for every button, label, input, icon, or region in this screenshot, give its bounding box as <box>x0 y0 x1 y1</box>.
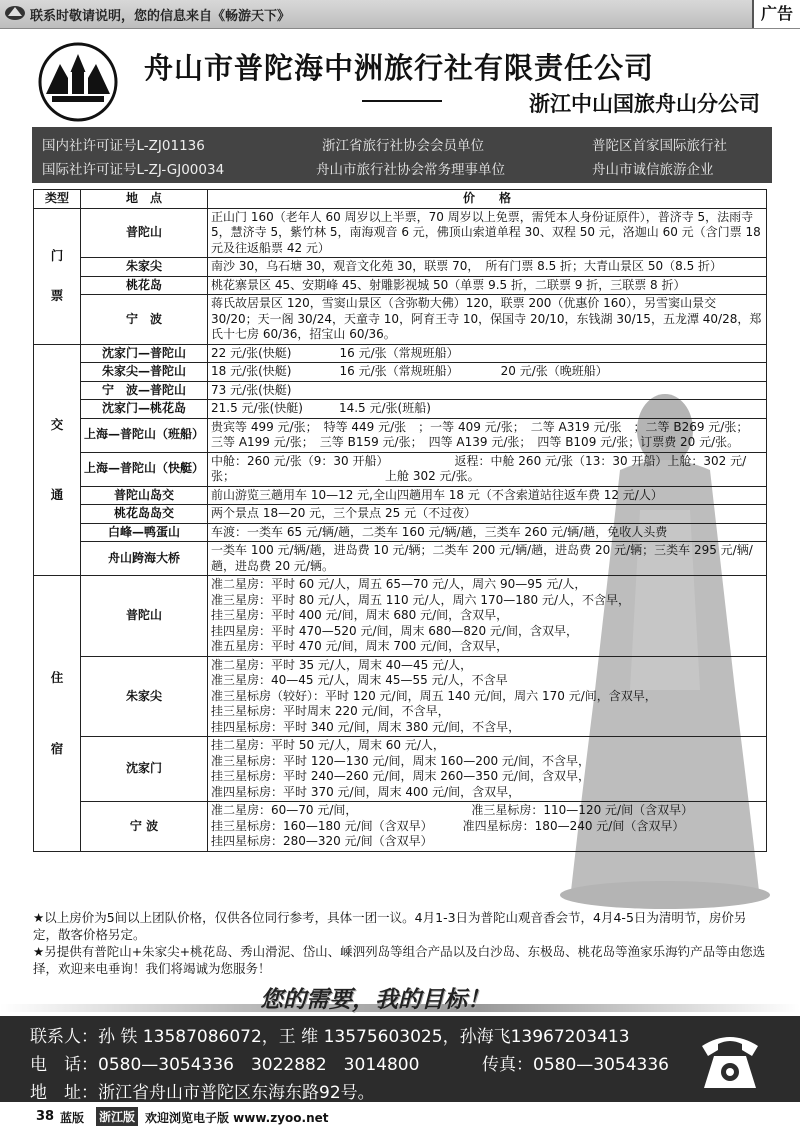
table-row <box>34 576 767 657</box>
price-cell: 前山游览三趟用车 10—12 元,全山四趟用车 18 元（不含索道站往返车费 12 元/人） <box>208 486 767 505</box>
table-row <box>34 344 767 363</box>
region-badge: 浙江版 <box>96 1107 138 1126</box>
table-row <box>34 656 767 737</box>
price-cell: 中舱：260 元/张（9：30 开船） 返程：中舱 260 元/张（13：30 开船）上舱：302 元/张； 上舱 302 元/张。 <box>208 452 767 486</box>
price-cell: 蒋氏故居景区 120，雪窦山景区（含弥勒大佛）120，联票 200（优惠价 160），另雪窦山景交 30/20；天一阁 30/24，天童寺 10，阿育王寺 10，保国寺 20/10，东钱湖 30/15，五龙潭 40/28，郑氏十七房 60/36，招宝山 60/36。 <box>208 295 767 345</box>
location-cell: 宁 波—普陀山 <box>81 381 208 400</box>
price-line: 准二星房：平时 35 元/人，周末 40—45 元/人， <box>211 657 473 672</box>
price-cell: 正山门 160（老年人 60 周岁以上半票，70 周岁以上免票，需凭本人身份证原件），普济寺 5，法雨寺 5，慧济寺 5，紫竹林 5，南海观音 6 元，佛顶山索道单程 30、双程 50 元，洛迦山 60 元（含门票 18 元及往返船票 42 元） <box>208 208 767 258</box>
price-line: 挂四星标房：平时 340 元/间，周末 380 元/间，不含早， <box>211 719 521 734</box>
price-line: 准五星房：平时 470 元/间，周末 700 元/间，含双早， <box>211 639 509 653</box>
license-item: 国内社许可证号L-ZJ01136 <box>42 138 205 154</box>
type-char: 票 <box>50 287 64 303</box>
table-row <box>34 363 767 382</box>
location-cell: 朱家尖—普陀山 <box>81 363 208 382</box>
company-subtitle: 浙江中山国旅舟山分公司 <box>529 92 760 116</box>
type-char: 通 <box>50 487 64 502</box>
type-tickets <box>34 208 81 344</box>
location-cell: 舟山跨海大桥 <box>81 542 208 576</box>
location-cell: 普陀山 <box>81 576 208 657</box>
license-bar <box>32 127 772 183</box>
price-cell: 73 元/张(快艇) <box>208 381 767 400</box>
price-cell <box>208 737 767 802</box>
location-cell: 宁 波 <box>81 295 208 345</box>
contact-phone: 电 话：0580—3054336 3022882 3014800 <box>30 1055 420 1075</box>
price-cell: 贵宾等 499 元/张； 特等 449 元/张 ；一等 409 元/张； 二等 A319 元/张 ；二等 B269 元/张； 三等 A199 元/张； 三等 B159 元/张； 四等 A139 元/张； 四等 B109 元/张；订票费 20 元/张。 <box>208 418 767 452</box>
notes <box>33 909 769 977</box>
price-cell: 两个景点 18—20 元，三个景点 25 元（不过夜） <box>208 505 767 524</box>
price-cell <box>208 656 767 737</box>
location-cell: 上海—普陀山（班船） <box>81 418 208 452</box>
price-line: 准三星标房：平时 120—130 元/间，周末 160—200 元/间，不含早， <box>211 753 590 768</box>
table-row <box>34 276 767 295</box>
price-line: 准二星房：60—70 元/间， 准三星标房：110—120 元/间（含双早） <box>211 803 694 817</box>
contact-people: 联系人：孙 铁 13587086072，王 维 13575603025，孙海飞13967203413 <box>30 1027 630 1047</box>
price-table <box>33 189 767 852</box>
type-char: 门 <box>50 248 64 264</box>
location-cell: 上海—普陀山（快艇） <box>81 452 208 486</box>
note-item: ★以上房价为5间以上团队价格，仅供各位同行参考，具体一团一议。4月1-3日为普陀山观音香会节，4月4-5日为清明节，房价另定，散客价格另定。 <box>33 910 747 942</box>
price-cell: 21.5 元/张(快艇) 14.5 元/张(班船) <box>208 400 767 419</box>
table-row <box>34 486 767 505</box>
license-item: 浙江省旅行社协会会员单位 <box>322 138 484 154</box>
contact-address: 地 址：浙江省舟山市普陀区东海东路92号。 <box>30 1083 375 1103</box>
table-row <box>34 737 767 802</box>
col-price: 价 格 <box>208 190 767 209</box>
location-cell: 普陀山岛交 <box>81 486 208 505</box>
page-number: 38 <box>36 1109 55 1124</box>
table-row <box>34 381 767 400</box>
price-cell: 18 元/张(快艇) 16 元/张（常规班船） 20 元/张（晚班船） <box>208 363 767 382</box>
price-line: 准四星标房：平时 370 元/间，周末 400 元/间，含双早， <box>211 784 521 799</box>
location-cell: 沈家门—桃花岛 <box>81 400 208 419</box>
price-cell <box>208 576 767 657</box>
contact-block <box>0 1016 800 1102</box>
price-line: 挂三星标房：160—180 元/间（含双早） 准四星标房：180—240 元/间（含双早） <box>211 818 685 833</box>
table-row <box>34 400 767 419</box>
subtitle-dash <box>362 100 442 102</box>
col-location: 地 点 <box>81 190 208 209</box>
page-footer <box>0 1106 800 1127</box>
table-row <box>34 208 767 258</box>
price-line: 准三星房：40—45 元/人，周末 45—55 元/人，不含早 <box>211 673 508 687</box>
table-row <box>34 542 767 576</box>
source-notice: 联系时敬请说明，您的信息来自《畅游天下》 <box>30 9 291 24</box>
type-char: 住 <box>50 670 64 685</box>
website-text: 欢迎浏览电子版 www.zyoo.net <box>145 1111 329 1125</box>
price-cell: 一类车 100 元/辆/趟，进岛费 10 元/辆；二类车 200 元/辆/趟，进岛费 20 元/辆；三类车 295 元/辆/趟，进岛费 20 元/辆。 <box>208 542 767 576</box>
type-char: 宿 <box>50 740 64 756</box>
type-lodging <box>34 576 81 852</box>
contact-fax: 传真：0580—3054336 <box>482 1055 669 1075</box>
price-line: 准二星房：平时 60 元/人，周五 65—70 元/人，周六 90—95 元/人， <box>211 577 587 591</box>
location-cell: 桃花岛岛交 <box>81 505 208 524</box>
location-cell: 沈家门 <box>81 737 208 802</box>
telephone-icon <box>698 1026 762 1092</box>
price-line: 挂二星房：平时 50 元/人，周末 60 元/人， <box>211 738 445 752</box>
location-cell: 白峰—鸭蛋山 <box>81 523 208 542</box>
price-line: 准三星房：平时 80 元/人，周五 110 元/人，周六 170—180 元/人，不含早， <box>211 592 631 607</box>
location-cell: 朱家尖 <box>81 258 208 277</box>
slogan: 您的需要，我的目标！ <box>260 987 490 1013</box>
price-cell <box>208 802 767 852</box>
price-line: 挂四星标房：280—320 元/间（含双早） <box>211 834 433 848</box>
price-cell: 南沙 30，乌石塘 30，观音文化苑 30，联票 70， 所有门票 8.5 折；大青山景区 50（8.5 折） <box>208 258 767 277</box>
company-header <box>32 38 770 124</box>
license-item: 普陀区首家国际旅行社 <box>592 138 727 154</box>
price-line: 挂三星标房：平时周末 220 元/间，不含早， <box>211 704 450 718</box>
col-type: 类型 <box>34 190 81 209</box>
type-char: 交 <box>50 416 64 432</box>
table-row <box>34 505 767 524</box>
note-item: ★另提供有普陀山+朱家尖+桃花岛、秀山滑泥、岱山、嵊泗列岛等组合产品以及白沙岛、东极岛、桃花岛等渔家乐海钓产品等由您选择，欢迎来电垂询！我们将竭诚为您服务！ <box>33 944 766 976</box>
edition-label: 蓝版 <box>60 1111 85 1125</box>
location-cell: 沈家门—普陀山 <box>81 344 208 363</box>
price-line: 挂四星房：平时 470—520 元/间，周末 680—820 元/间，含双早， <box>211 623 578 638</box>
table-row <box>34 295 767 345</box>
license-item: 舟山市旅行社协会常务理事单位 <box>316 162 505 178</box>
price-cell: 桃花寨景区 45、安期峰 45、射雕影视城 50（单票 9.5 折，二联票 9 折，三联票 8 折） <box>208 276 767 295</box>
location-cell: 桃花岛 <box>81 276 208 295</box>
license-item: 国际社许可证号L-ZJ-GJ00034 <box>42 162 225 178</box>
location-cell: 朱家尖 <box>81 656 208 737</box>
top-banner <box>0 0 800 29</box>
table-row <box>34 452 767 486</box>
ad-label: 广告 <box>752 0 800 28</box>
price-line: 挂三星房：平时 400 元/间，周末 680 元/间，含双早， <box>211 608 509 622</box>
table-row <box>34 418 767 452</box>
company-logo-icon <box>38 42 118 122</box>
price-cell: 22 元/张(快艇) 16 元/张（常规班船） <box>208 344 767 363</box>
table-row <box>34 802 767 852</box>
type-transport <box>34 344 81 576</box>
table-row <box>34 523 767 542</box>
location-cell: 宁 波 <box>81 802 208 852</box>
magazine-logo-icon <box>4 4 26 22</box>
price-line: 挂三星标房：平时 240—260 元/间，周末 260—350 元/间，含双早， <box>211 769 590 783</box>
location-cell: 普陀山 <box>81 208 208 258</box>
company-title: 舟山市普陀海中洲旅行社有限责任公司 <box>144 51 655 85</box>
price-cell: 车渡：一类车 65 元/辆/趟，二类车 160 元/辆/趟，三类车 260 元/辆/趟，免收人头费 <box>208 523 767 542</box>
price-line: 准三星标房（较好）：平时 120 元/间，周五 140 元/间，周六 170 元/间，含双早， <box>211 688 657 703</box>
table-header-row <box>34 190 767 209</box>
license-item: 舟山市诚信旅游企业 <box>592 162 714 178</box>
table-row <box>34 258 767 277</box>
